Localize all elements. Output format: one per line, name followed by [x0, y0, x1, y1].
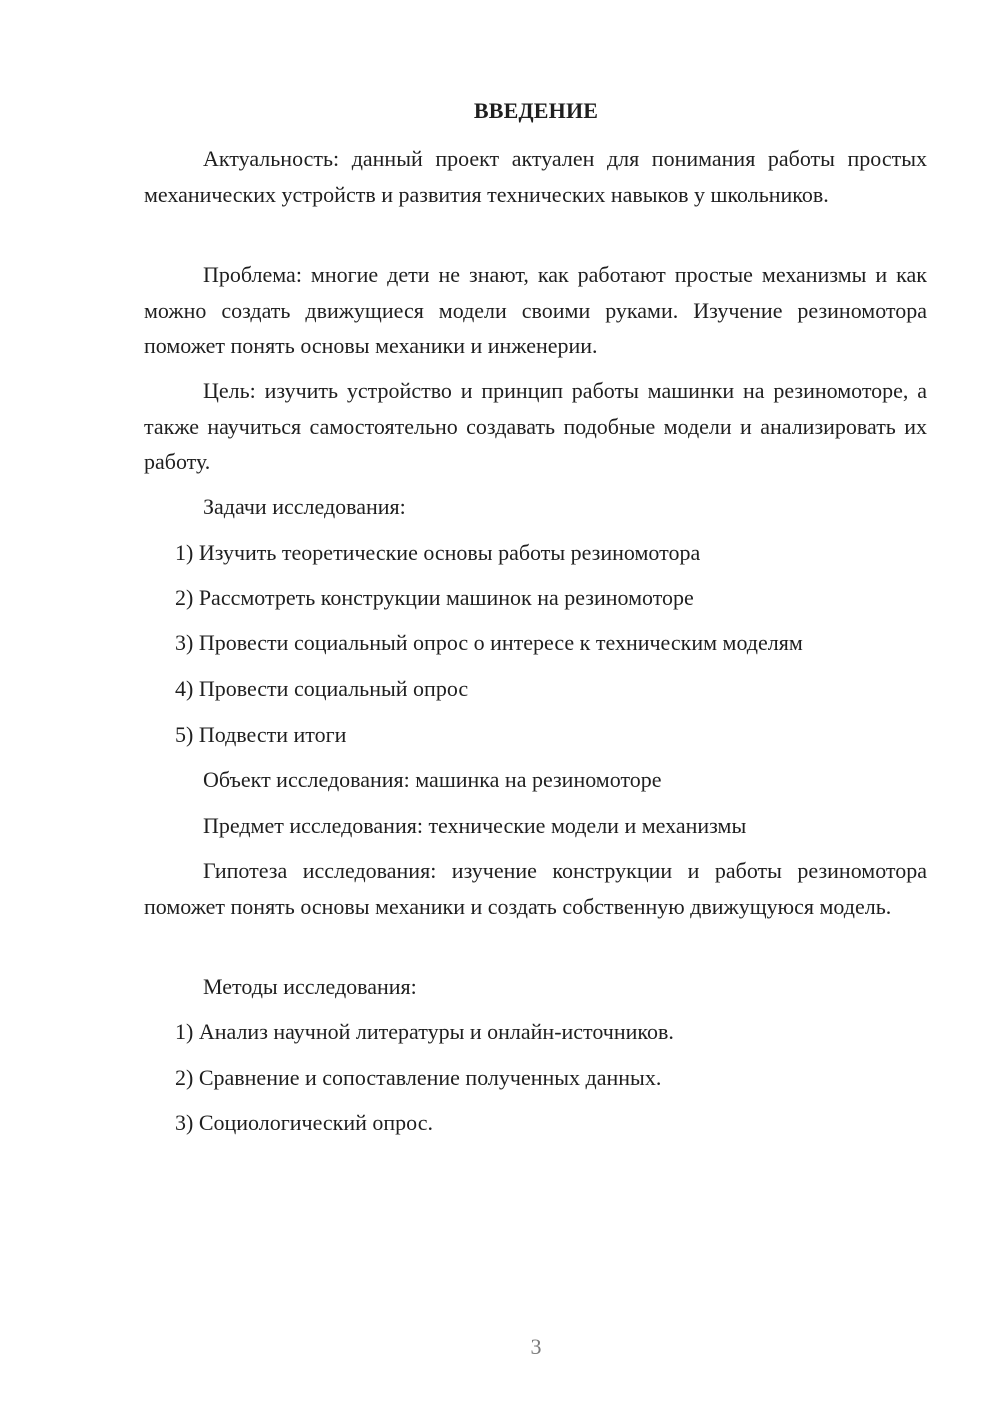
problem-paragraph: Проблема: многие дети не знают, как работают простые механизмы и как можно создать движущиеся модели своими руками. Изучение резиномотора поможет понять основы механики и инженерии. [144, 262, 927, 358]
methods-title: Методы исследования: [203, 974, 417, 999]
goal-paragraph: Цель: изучить устройство и принцип работы машинки на резиномоторе, а также научиться самостоятельно создавать подобные модели и анализировать их работу. [144, 378, 927, 474]
research-object: Объект исследования: машинка на резиномоторе [203, 767, 662, 792]
page-number: 3 [530, 1334, 542, 1359]
relevance-paragraph: Актуальность: данный проект актуален для понимания работы простых механических устройств и развития технических навыков у школьников. [144, 146, 927, 207]
task-item: 3) Провести социальный опрос о интересе к техническим моделям [175, 630, 803, 655]
method-item: 1) Анализ научной литературы и онлайн-источников. [175, 1019, 674, 1044]
tasks-title: Задачи исследования: [203, 494, 406, 519]
hypothesis-paragraph: Гипотеза исследования: изучение конструкции и работы резиномотора поможет понять основы механики и создать собственную движущуюся модель. [144, 858, 927, 919]
task-item: 2) Рассмотреть конструкции машинок на резиномоторе [175, 585, 694, 610]
research-subject: Предмет исследования: технические модели и механизмы [203, 813, 747, 838]
task-item: 5) Подвести итоги [175, 722, 347, 747]
method-item: 3) Социологический опрос. [175, 1110, 433, 1135]
task-item: 1) Изучить теоретические основы работы резиномотора [175, 540, 701, 565]
section-heading: ВВЕДЕНИЕ [473, 98, 599, 123]
method-item: 2) Сравнение и сопоставление полученных данных. [175, 1065, 662, 1090]
task-item: 4) Провести социальный опрос [175, 676, 469, 701]
